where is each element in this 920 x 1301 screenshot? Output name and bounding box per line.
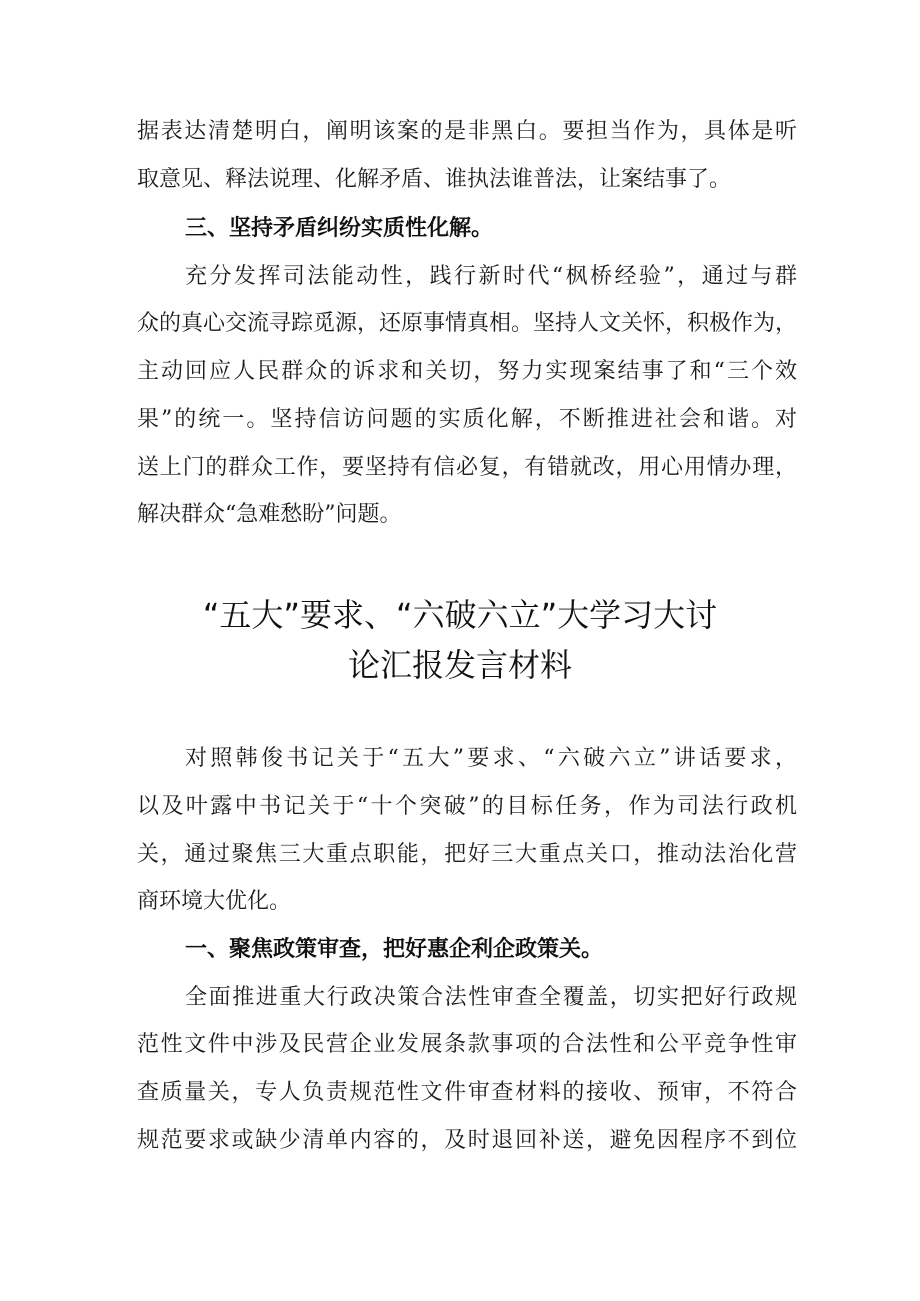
paragraph-line: 果”的统一。坚持信访问题的实质化解，不断推进社会和谐。对 — [137, 407, 797, 432]
paragraph-line: 规范要求或缺少清单内容的，及时退回补送，避免因程序不到位 — [137, 1128, 797, 1153]
paragraph-line: 解决群众“急难愁盼”问题。 — [137, 502, 402, 527]
section-heading: 三、坚持矛盾纠纷实质性化解。 — [185, 216, 494, 241]
paragraph-line: 送上门的群众工作，要坚持有信必复，有错就改，用心用情办理， — [137, 455, 797, 480]
paragraph-line: 范性文件中涉及民营企业发展条款事项的合法性和公平竞争性审 — [137, 1032, 797, 1057]
paragraph-line: 关，通过聚焦三大重点职能，把好三大重点关口，推动法治化营 — [137, 842, 797, 867]
paragraph-line: 众的真心交流寻踪觅源，还原事情真相。坚持人文关怀，积极作为， — [137, 311, 798, 336]
paragraph-line: 查质量关，专人负责规范性文件审查材料的接收、预审，不符合 — [137, 1080, 797, 1105]
section-heading: 一、聚焦政策审查，把好惠企利企政策关。 — [185, 937, 604, 962]
paragraph-line: 主动回应人民群众的诉求和关切，努力实现案结事了和“三个效 — [137, 359, 797, 384]
paragraph-line: 取意见、释法说理、化解矛盾、谁执法谁普法，让案结事了。 — [137, 167, 732, 192]
paragraph-line: 对照韩俊书记关于“五大”要求、“六破六立”讲话要求， — [185, 746, 797, 771]
paragraph-line: 充分发挥司法能动性，践行新时代“枫桥经验”，通过与群 — [185, 264, 797, 289]
paragraph-line: 商环境大优化。 — [137, 889, 292, 914]
paragraph-line: 据表达清楚明白，阐明该案的是非黑白。要担当作为，具体是听 — [137, 119, 797, 144]
paragraph-line: 以及叶露中书记关于“十个突破”的目标任务，作为司法行政机 — [137, 794, 797, 819]
paragraph-line: 全面推进重大行政决策合法性审查全覆盖，切实把好行政规 — [185, 985, 797, 1010]
page-title: 论汇报发言材料 — [347, 646, 572, 684]
page-title: “五大”要求、“六破六立”大学习大讨 — [202, 596, 718, 634]
